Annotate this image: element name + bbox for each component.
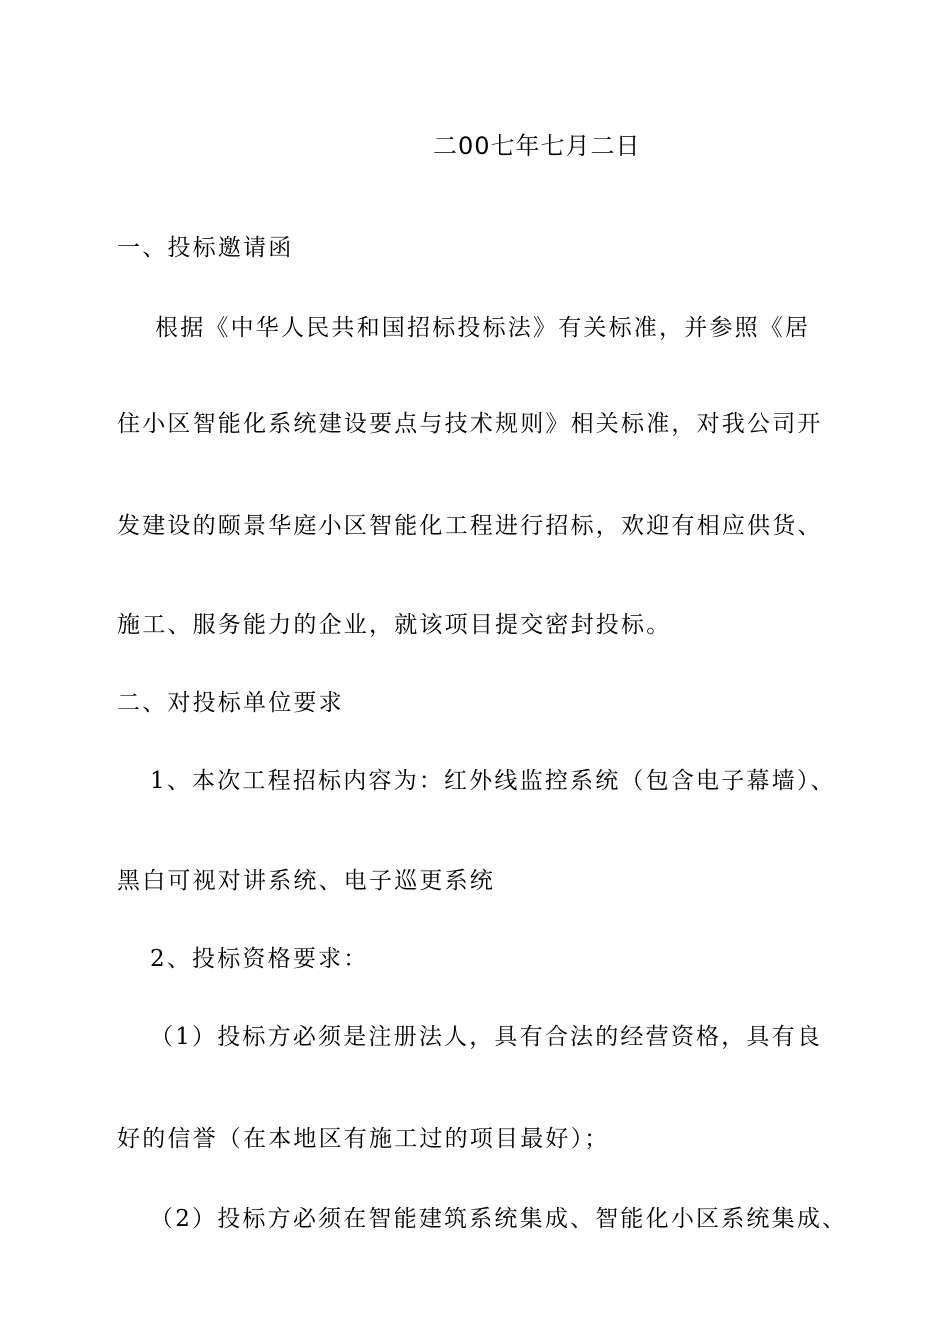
requirement-2-line-1: （2）投标方必须在智能建筑系统集成、智能化小区系统集成、 xyxy=(150,1206,848,1232)
paragraph-1-line-1: 根据《中华人民共和国招标投标法》有关标准，并参照《居 xyxy=(155,315,811,341)
item-1-line-2: 黑白可视对讲系统、电子巡更系统 xyxy=(117,868,495,894)
paragraph-1-line-2: 住小区智能化系统建设要点与技术规则》相关标准，对我公司开 xyxy=(117,411,823,437)
section-1-heading: 一、投标邀请函 xyxy=(117,235,294,261)
item-2-heading: 2、投标资格要求： xyxy=(150,946,369,972)
requirement-1-line-2: 好的信誉（在本地区有施工过的项目最好）； xyxy=(117,1126,610,1152)
item-1-line-1: 1、本次工程招标内容为：红外线监控系统（包含电子幕墙）、 xyxy=(150,768,836,794)
paragraph-1-line-4: 施工、服务能力的企业，就该项目提交密封投标。 xyxy=(117,612,672,638)
section-2-heading: 二、对投标单位要求 xyxy=(117,690,344,716)
paragraph-1-line-3: 发建设的颐景华庭小区智能化工程进行招标，欢迎有相应供货、 xyxy=(117,513,823,539)
document-date: 二00七年七月二日 xyxy=(433,132,641,160)
requirement-1-line-1: （1）投标方必须是注册法人，具有合法的经营资格，具有良 xyxy=(150,1024,823,1050)
